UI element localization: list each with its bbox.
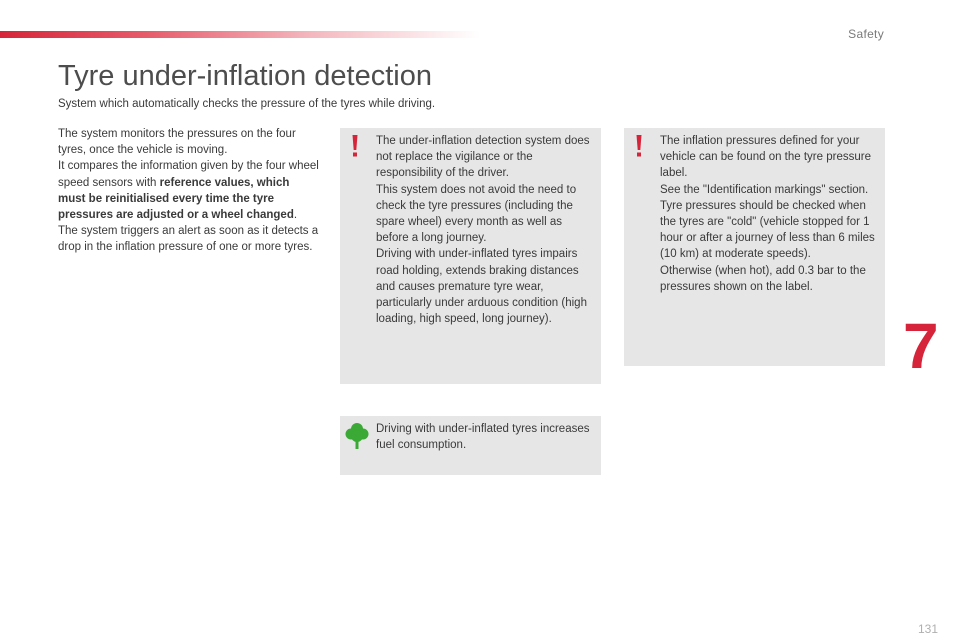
section-label: Safety [848,27,884,41]
exclamation-icon [348,134,362,158]
page-subtitle: System which automatically checks the pressure of the tyres while driving. [58,98,436,110]
intro-paragraph-3: The system triggers an alert as soon as it detects a drop in the inflation pressure of one or more tyres. [58,225,319,254]
warning-1-paragraph-1: The under-inflation detection system does not replace the vigilance or the responsibility of the driver. [376,135,590,180]
warning-1-paragraph-3: Driving with under-inflated tyres impairs road holding, extends braking distances and causes premature tyre wear, particularly under arduous condition (high loading, high speed, long journey). [376,248,587,326]
chapter-number: 7 [903,310,939,382]
eco-paragraph: Driving with under-inflated tyres increases fuel consumption. [376,423,590,452]
eco-tree-icon [345,422,369,450]
header-accent-bar [0,31,480,38]
page-title: Tyre under-inflation detection [58,60,432,92]
warning-box-pressures [624,128,885,366]
warning-box-1-text [376,133,595,327]
eco-box [340,416,601,475]
warning-box-2-text [660,133,879,295]
intro-p2-end: . [293,209,298,222]
intro-p2-bold: reference values, which must be reinitialised every time the tyre pressures are adjusted or a wheel changed [58,176,294,222]
intro-paragraph-2 [58,158,320,223]
warning-2-paragraph-1: The inflation pressures defined for your vehicle can be found on the tyre pressure label. [660,135,871,180]
warning-2-paragraph-2: See the "Identification markings" section. [660,183,869,196]
warning-2-paragraph-3: Tyre pressures should be checked when the tyres are "cold" (vehicle stopped for 1 hour or after a journey of less than 6 miles (10 km) at moderate speeds). [660,199,875,261]
warning-1-paragraph-2: This system does not avoid the need to check the tyre pressures (including the spare wheel) every month as well as before a long journey. [376,183,577,245]
eco-box-text [376,421,595,453]
intro-text [58,126,320,256]
page-number: 131 [917,622,938,636]
intro-p2-start: It compares the information given by the four wheel speed sensors with [58,160,319,189]
warning-box-vigilance [340,128,601,384]
warning-2-paragraph-4: Otherwise (when hot), add 0.3 bar to the pressures shown on the label. [660,264,866,293]
exclamation-icon [632,134,646,158]
intro-paragraph-1: The system monitors the pressures on the four tyres, once the vehicle is moving. [58,128,296,157]
